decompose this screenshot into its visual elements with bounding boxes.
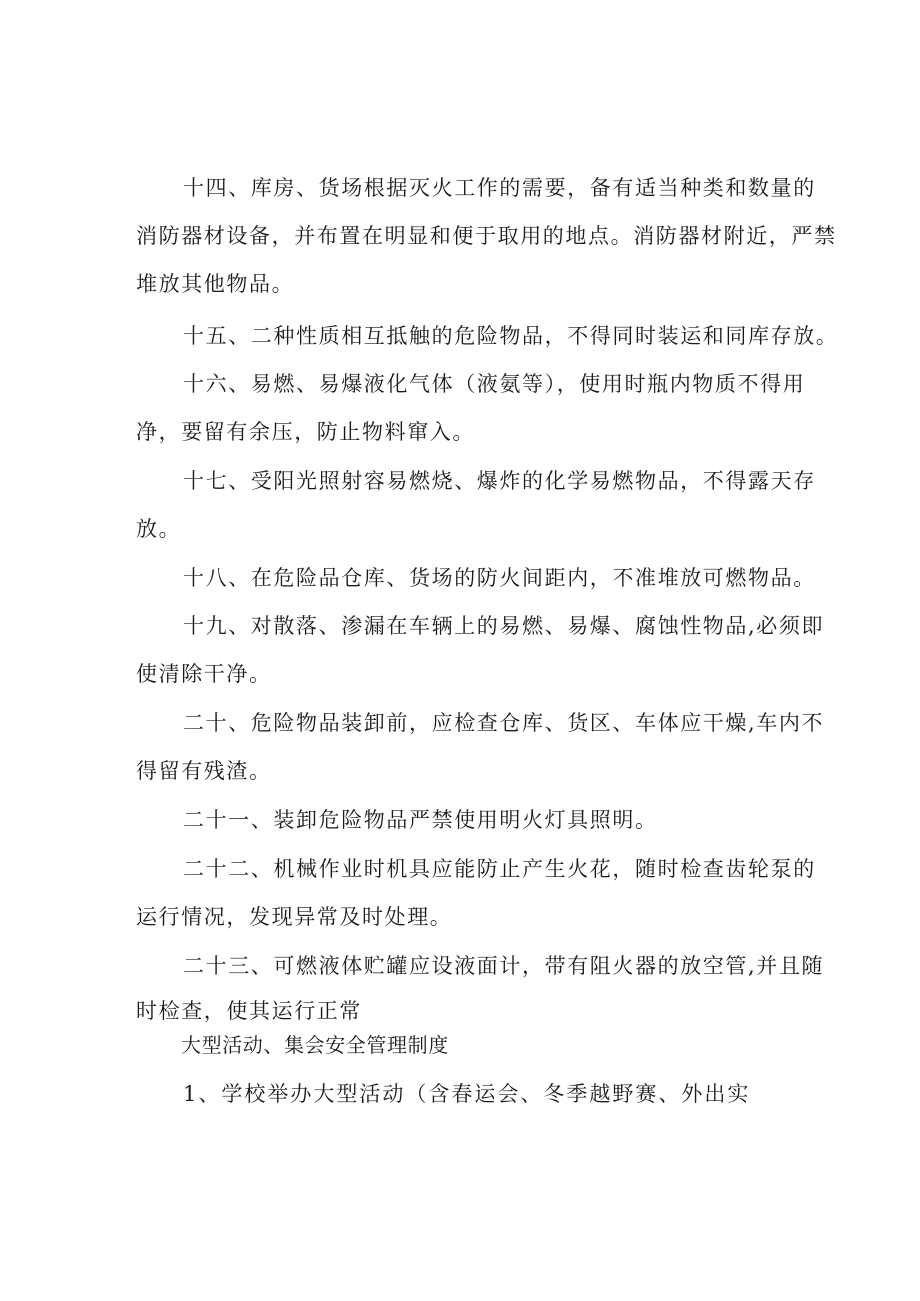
paragraph-22-line-2: 运行情况，发现异常及时处理。 — [136, 905, 453, 929]
paragraph-14-line-3: 堆放其他物品。 — [136, 272, 295, 296]
paragraph-19-line-2: 使清除干净。 — [136, 662, 272, 686]
paragraph-20-line-1: 二十、危险物品装卸前，应检查仓库、货区、车体应干燥,车内不 — [183, 711, 825, 735]
paragraph-22-line-1: 二十二、机械作业时机具应能防止产生火花，随时检查齿轮泵的 — [183, 857, 816, 881]
paragraph-18-line-1: 十八、在危险品仓库、货场的防火间距内，不准堆放可燃物品。 — [183, 566, 816, 590]
paragraph-23-line-1: 二十三、可燃液体贮罐应设液面计，带有阻火器的放空管,并且随 — [183, 954, 825, 978]
paragraph-14-line-2: 消防器材设备，并布置在明显和便于取用的地点。消防器材附近，严禁 — [136, 224, 837, 248]
section-title: 大型活动、集会安全管理制度 — [181, 1033, 449, 1057]
paragraph-21-line-1: 二十一、装卸危险物品严禁使用明火灯具照明。 — [183, 808, 658, 832]
paragraph-16-line-2: 净，要留有余压，防止物料窜入。 — [136, 420, 475, 444]
paragraph-15-line-1: 十五、二种性质相互抵触的危险物品，不得同时装运和同库存放。 — [183, 324, 839, 348]
paragraph-16-line-1: 十六、易燃、易爆液化气体（液氨等），使用时瓶内物质不得用 — [183, 372, 806, 396]
paragraph-17-line-1: 十七、受阳光照射容易燃烧、爆炸的化学易燃物品，不得露天存 — [183, 469, 816, 493]
paragraph-17-line-2: 放。 — [136, 517, 182, 541]
paragraph-14-line-1: 十四、库房、货场根据灭火工作的需要，备有适当种类和数量的 — [183, 176, 816, 200]
paragraph-23-line-2: 时检查，使其运行正常 — [136, 999, 362, 1023]
item-1-line-1: 1、学校举办大型活动（含春运会、冬季越野赛、外出实 — [183, 1082, 751, 1106]
paragraph-19-line-1: 十九、对散落、渗漏在车辆上的易燃、易爆、腐蚀性物品,必须即 — [183, 614, 825, 638]
paragraph-20-line-2: 得留有残渣。 — [136, 759, 272, 783]
